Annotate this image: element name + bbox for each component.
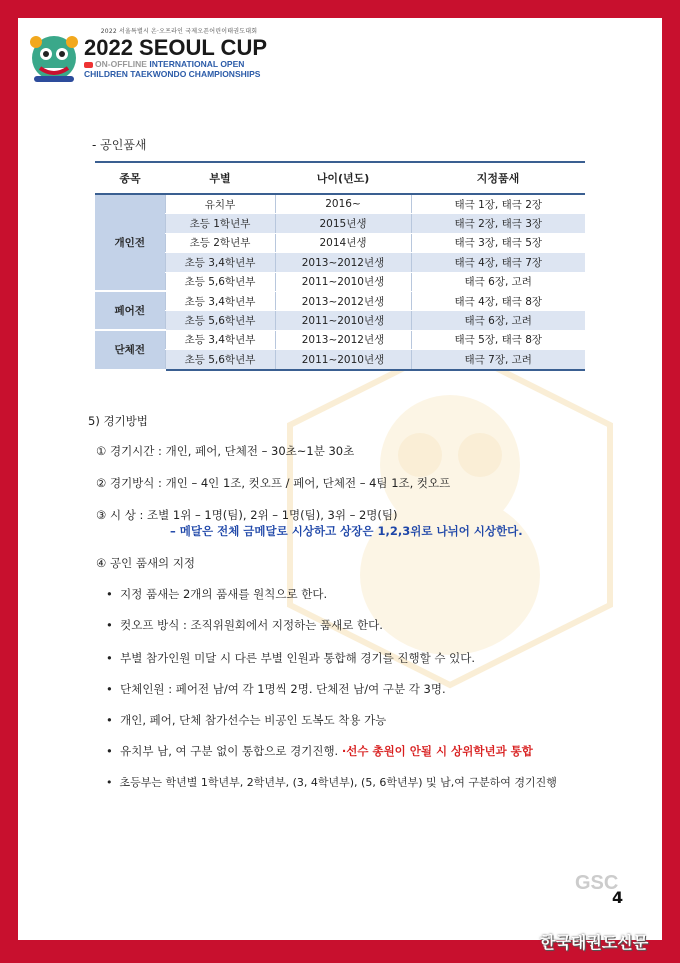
category-cell: 페어전 (95, 291, 165, 330)
poomsae-table (95, 161, 585, 371)
table-row (95, 272, 585, 291)
age-cell: 2014년생 (275, 233, 411, 252)
poomsae-cell: 태극 5장, 태극 8장 (411, 330, 585, 349)
youtube-icon (84, 62, 93, 68)
poomsae-cell: 태극 4장, 태극 7장 (411, 253, 585, 272)
table-row (95, 330, 585, 349)
method-type: ② 경기방식 : 개인 – 4인 1조, 컷오프 / 페어, 단체전 – 4팀 1조, 컷오프 (96, 476, 451, 490)
header-poomsae: 지정품새 (411, 162, 585, 194)
designation-title: ④ 공인 품새의 지정 (96, 556, 196, 570)
table-row (95, 253, 585, 272)
list-item: • 컷오프 방식 : 조직위원회에서 지정하는 품새로 한다. (106, 618, 383, 632)
header-age: 나이(년도) (275, 162, 411, 194)
category-cell: 단체전 (95, 330, 165, 369)
section-title: - 공인품새 (92, 138, 147, 152)
division-cell: 초등 5,6학년부 (165, 311, 275, 330)
gsc-logo: GSC (575, 872, 619, 894)
press-watermark: 한국태권도신문 (540, 933, 649, 952)
merge-note: ·선수 총원이 안될 시 상위학년과 통합 (341, 744, 533, 758)
category-cell: 개인전 (95, 194, 165, 291)
division-cell: 초등 5,6학년부 (165, 350, 275, 370)
poomsae-cell: 태극 2장, 태극 3장 (411, 214, 585, 233)
age-cell: 2011~2010년생 (275, 350, 411, 370)
poomsae-cell: 태극 3장, 태극 5장 (411, 233, 585, 252)
table-header-row (95, 162, 585, 194)
method-title: 5) 경기방법 (88, 414, 148, 428)
list-item: • 유치부 남, 여 구분 없이 통합으로 경기진행. ·선수 총원이 안될 시 상위학년과 통합 (106, 744, 533, 758)
list-item: • 개인, 페어, 단체 참가선수는 비공인 도복도 착용 가능 (106, 713, 387, 727)
poomsae-cell: 태극 7장, 고려 (411, 350, 585, 370)
method-award-note: – 메달은 전체 금메달로 시상하고 상장은 1,2,3위로 나뉘어 시상한다. (170, 524, 523, 538)
poomsae-cell: 태극 6장, 고려 (411, 311, 585, 330)
division-cell: 초등 2학년부 (165, 233, 275, 252)
table-row (95, 311, 585, 330)
header-category: 종목 (95, 162, 165, 194)
division-cell: 초등 5,6학년부 (165, 272, 275, 291)
table-row (95, 291, 585, 310)
poomsae-cell: 태극 1장, 태극 2장 (411, 194, 585, 214)
division-cell: 유치부 (165, 194, 275, 214)
age-cell: 2013~2012년생 (275, 291, 411, 310)
division-cell: 초등 3,4학년부 (165, 330, 275, 349)
method-award: ③ 시 상 : 조별 1위 – 1명(팀), 2위 – 1명(팀), 3위 – 2명(팀) (96, 508, 398, 522)
haechi-mascot-icon (26, 30, 82, 86)
list-item: • 지정 품새는 2개의 품새를 원칙으로 한다. (106, 587, 328, 601)
table-row (95, 350, 585, 370)
table-row (95, 214, 585, 233)
division-cell: 초등 3,4학년부 (165, 253, 275, 272)
event-line2: CHILDREN TAEKWONDO CHAMPIONSHIPS (84, 69, 261, 79)
age-cell: 2016~ (275, 194, 411, 214)
list-item: • 부별 참가인원 미달 시 다른 부별 인원과 통합해 경기를 진행할 수 있다. (106, 651, 476, 665)
event-subtitle: 2022 서울특별시 온·오프라인 국제오픈어린이태권도대회 (100, 28, 258, 35)
event-title: 2022 SEOUL CUP (84, 35, 268, 60)
age-cell: 2015년생 (275, 214, 411, 233)
event-line1: INTERNATIONAL OPEN (149, 59, 245, 69)
table-row (95, 194, 585, 214)
poomsae-cell: 태극 6장, 고려 (411, 272, 585, 291)
age-cell: 2013~2012년생 (275, 253, 411, 272)
page-number: 4 (612, 888, 624, 907)
method-time: ① 경기시간 : 개인, 페어, 단체전 – 30초~1분 30초 (96, 444, 355, 458)
age-cell: 2011~2010년생 (275, 311, 411, 330)
table-row (95, 233, 585, 252)
division-cell: 초등 1학년부 (165, 214, 275, 233)
list-item: • 단체인원 : 페어전 남/여 각 1명씩 2명. 단체전 남/여 구분 각 3명. (106, 682, 446, 696)
age-cell: 2011~2010년생 (275, 272, 411, 291)
header-division: 부별 (165, 162, 275, 194)
event-line1-gray: ON-OFFLINE (95, 59, 147, 69)
age-cell: 2013~2012년생 (275, 330, 411, 349)
division-cell: 초등 3,4학년부 (165, 291, 275, 310)
poomsae-cell: 태극 4장, 태극 8장 (411, 291, 585, 310)
list-item: • 초등부는 학년별 1학년부, 2학년부, (3, 4학년부), (5, 6학년부) 및 남,여 구분하여 경기진행 (106, 776, 557, 789)
